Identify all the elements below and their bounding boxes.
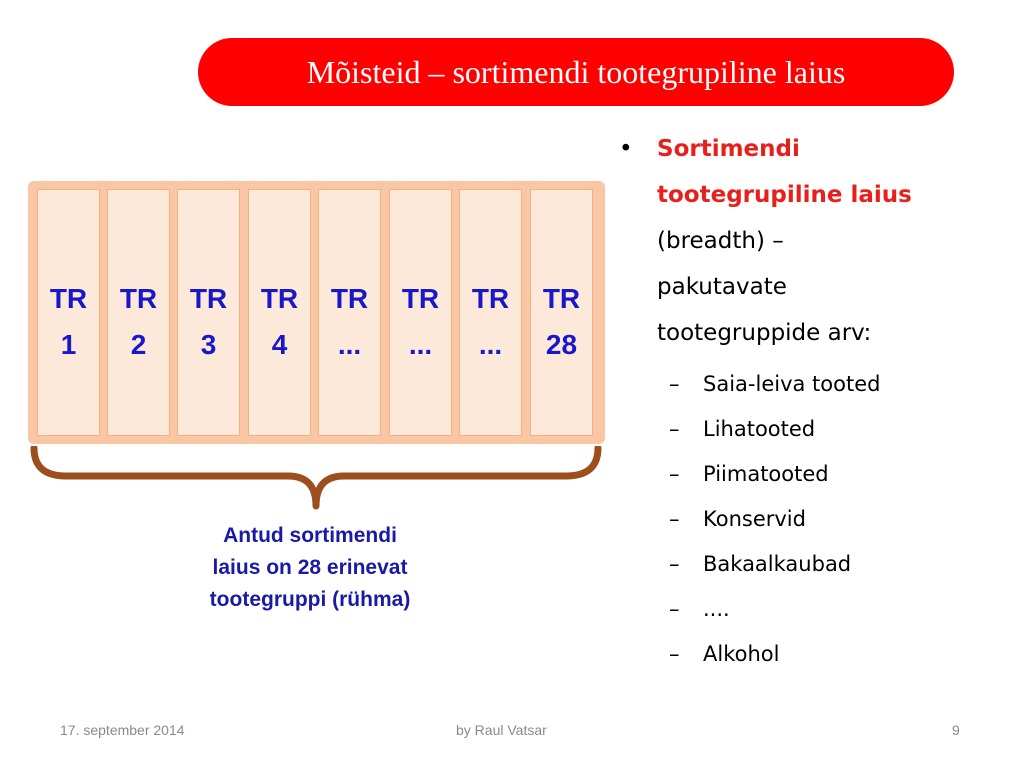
dash-marker: – [669, 507, 680, 531]
sub-item [617, 542, 1017, 587]
tr-number: 3 [200, 329, 217, 360]
tr-number: ... [478, 329, 503, 360]
dash-marker: – [669, 597, 680, 621]
product-group-ellipsis-3 [459, 189, 522, 436]
dash-marker: – [669, 552, 680, 576]
definition-line: (breadth) – [657, 228, 784, 254]
tr-number: ... [337, 329, 362, 360]
caption-line: tootegruppi (rühma) [209, 588, 411, 611]
sub-item [617, 407, 1017, 452]
product-group-2 [107, 189, 170, 436]
tr-label: TR [330, 283, 369, 314]
sub-item [617, 632, 1017, 677]
definition-list [617, 126, 1017, 677]
breadth-caption [150, 520, 470, 616]
sub-list [617, 362, 1017, 677]
tr-label: TR [401, 283, 440, 314]
product-group-ellipsis-1 [318, 189, 381, 436]
sub-item [617, 587, 1017, 632]
dash-marker: – [669, 372, 680, 396]
sub-item-label: Piimatooted [703, 462, 829, 486]
tr-label: TR [260, 283, 299, 314]
title-banner [198, 38, 954, 106]
sub-item-label: Lihatooted [703, 417, 816, 441]
product-group-3 [177, 189, 240, 436]
curly-brace-icon [26, 446, 606, 512]
tr-number: ... [408, 329, 433, 360]
tr-label: TR [49, 283, 88, 314]
sub-item [617, 497, 1017, 542]
sub-item-label: Alkohol [703, 642, 780, 666]
tr-number: 28 [545, 329, 578, 360]
term-line: Sortimendi [657, 136, 800, 162]
caption-line: laius on 28 erinevat [212, 556, 408, 579]
tr-label: TR [542, 283, 581, 314]
footer-date: 17. september 2014 [60, 722, 185, 738]
sub-item-label: Konservid [703, 507, 806, 531]
bullet-marker: • [619, 136, 633, 162]
definition-line: tootegruppide arv: [657, 320, 872, 346]
product-group-ellipsis-2 [389, 189, 452, 436]
sub-item-label: Saia-leiva tooted [703, 372, 881, 396]
definition-line: pakutavate [657, 274, 787, 300]
page-number: 9 [952, 722, 960, 738]
product-group-28 [530, 189, 593, 436]
tr-label: TR [189, 283, 228, 314]
sub-item-label: .... [703, 597, 730, 621]
dash-marker: – [669, 462, 680, 486]
term-line: tootegrupiline laius [657, 182, 912, 208]
sub-item [617, 452, 1017, 497]
tr-number: 4 [271, 329, 288, 360]
tr-number: 1 [60, 329, 77, 360]
dash-marker: – [669, 642, 680, 666]
footer-author: by Raul Vatsar [456, 722, 547, 738]
tr-label: TR [471, 283, 510, 314]
dash-marker: – [669, 417, 680, 441]
sub-item [617, 362, 1017, 407]
sub-item-label: Bakaalkaubad [703, 552, 852, 576]
product-group-1 [37, 189, 100, 436]
tr-number: 2 [130, 329, 147, 360]
slide-title: Mõisteid – sortimendi tootegrupiline laius [306, 53, 846, 90]
tr-label: TR [119, 283, 158, 314]
caption-line: Antud sortimendi [223, 524, 397, 547]
definition-bullet [617, 126, 1017, 356]
product-group-4 [248, 189, 311, 436]
